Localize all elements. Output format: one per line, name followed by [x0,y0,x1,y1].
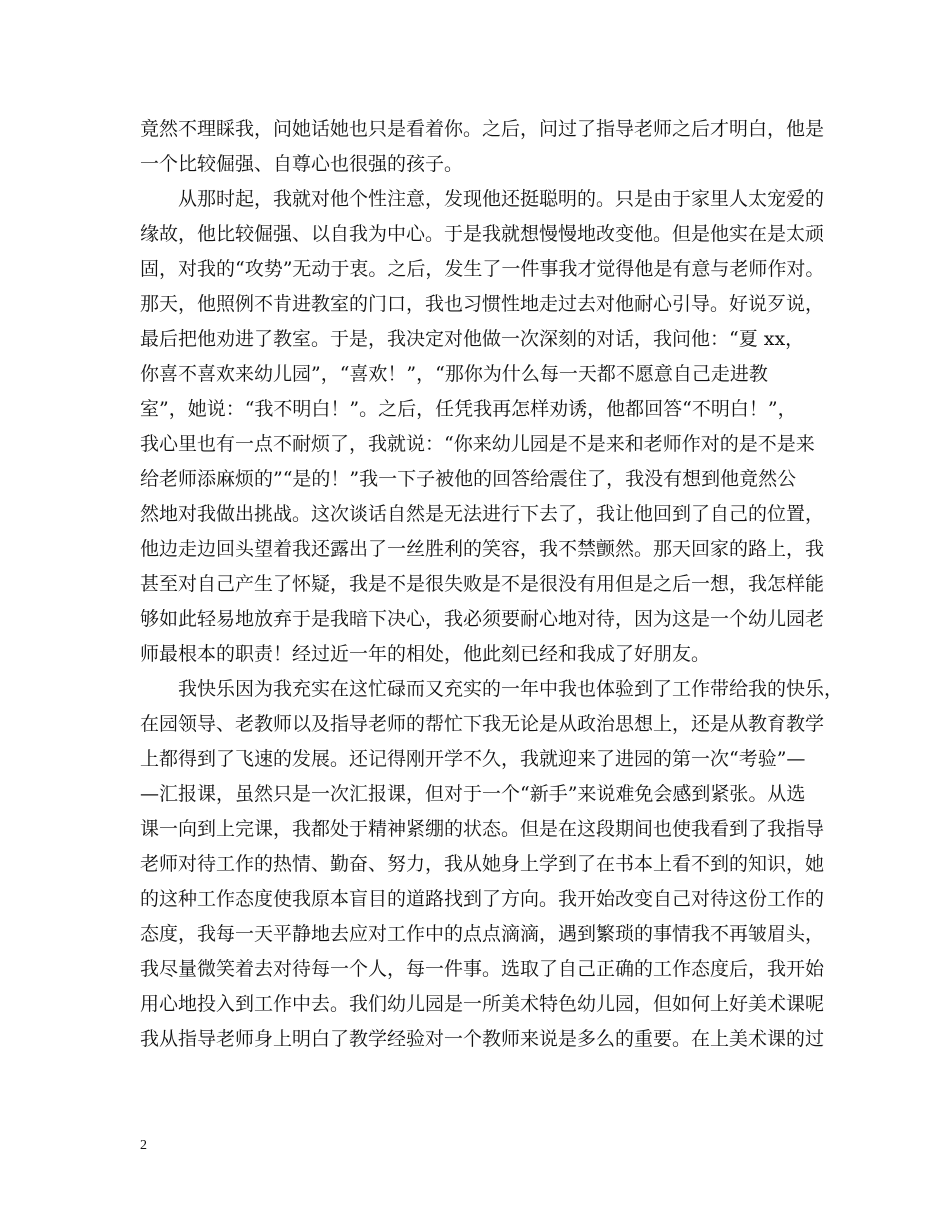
text-line: 你喜不喜欢来幼儿园”，“喜欢！”，“那你为什么每一天都不愿意自己走进教 [140,363,768,385]
text-line: 缘故，他比较倔强、以自我为中心。于是我就想慢慢地改变他。但是他实在是太顽 [140,223,825,245]
text-line: 甚至对自己产生了怀疑，我是不是很失败是不是很没有用但是之后一想，我怎样能 [140,573,825,595]
text-line: 最后把他劝进了教室。于是，我决定对他做一次深刻的对话，我问他：“夏 xx， [140,328,805,350]
page-number: 2 [140,1138,147,1153]
text-line: 一个比较倔强、自尊心也很强的孩子。 [140,153,464,175]
text-line: 上都得到了飞速的发展。还记得刚开学不久，我就迎来了进园的第一次“考验”— [140,748,806,770]
text-line: 那天，他照例不肯进教室的门口，我也习惯性地走过去对他耐心引导。好说歹说， [140,293,825,315]
text-line: 课一向到上完课，我都处于精神紧绷的状态。但是在这段期间也使我看到了我指导 [140,818,825,840]
text-line: 竟然不理睬我，问她话她也只是看着你。之后，问过了指导老师之后才明白，他是 [140,118,825,140]
text-line: 在园领导、老教师以及指导老师的帮忙下我无论是从政治思想上，还是从教育教学 [140,713,825,735]
text-line: 室”，她说：“我不明白！”。之后，任凭我再怎样劝诱，他都回答“不明白！”， [140,398,797,420]
text-line: —汇报课，虽然只是一次汇报课，但对于一个“新手”来说难免会感到紧张。从选 [140,783,806,805]
text-line: 够如此轻易地放弃于是我暗下决心，我必须要耐心地对待，因为这是一个幼儿园老 [140,608,825,630]
text-line: 老师对待工作的热情、勤奋、努力，我从她身上学到了在书本上看不到的知识，她 [140,853,825,875]
text-line: 态度，我每一天平静地去应对工作中的点点滴滴，遇到繁琐的事情我不再皱眉头， [140,923,825,945]
paragraph-start-line: 我快乐因为我充实在这忙碌而又充实的一年中我也体验到了工作带给我的快乐， [178,678,844,700]
paragraph-start-line: 从那时起，我就对他个性注意，发现他还挺聪明的。只是由于家里人太宠爱的 [178,188,825,210]
text-line: 他边走边回头望着我还露出了一丝胜利的笑容，我不禁颤然。那天回家的路上，我 [140,538,825,560]
text-line: 给老师添麻烦的”“是的！”我一下子被他的回答给震住了，我没有想到他竟然公 [140,468,797,490]
text-line: 我尽量微笑着去对待每一个人，每一件事。选取了自己正确的工作态度后，我开始 [140,958,825,980]
text-line: 用心地投入到工作中去。我们幼儿园是一所美术特色幼儿园，但如何上好美术课呢 [140,993,825,1015]
text-line: 然地对我做出挑战。这次谈话自然是无法进行下去了，我让他回到了自己的位置， [140,503,825,525]
text-line: 的这种工作态度使我原本盲目的道路找到了方向。我开始改变自己对待这份工作的 [140,888,825,910]
text-line: 我心里也有一点不耐烦了，我就说：“你来幼儿园是不是来和老师作对的是不是来 [140,433,815,455]
text-line: 师最根本的职责！经过近一年的相处，他此刻已经和我成了好朋友。 [140,643,711,665]
text-line: 固，对我的“攻势”无动于衷。之后，发生了一件事我才觉得他是有意与老师作对。 [140,258,825,280]
text-line: 我从指导老师身上明白了教学经验对一个教师来说是多么的重要。在上美术课的过 [140,1028,825,1050]
